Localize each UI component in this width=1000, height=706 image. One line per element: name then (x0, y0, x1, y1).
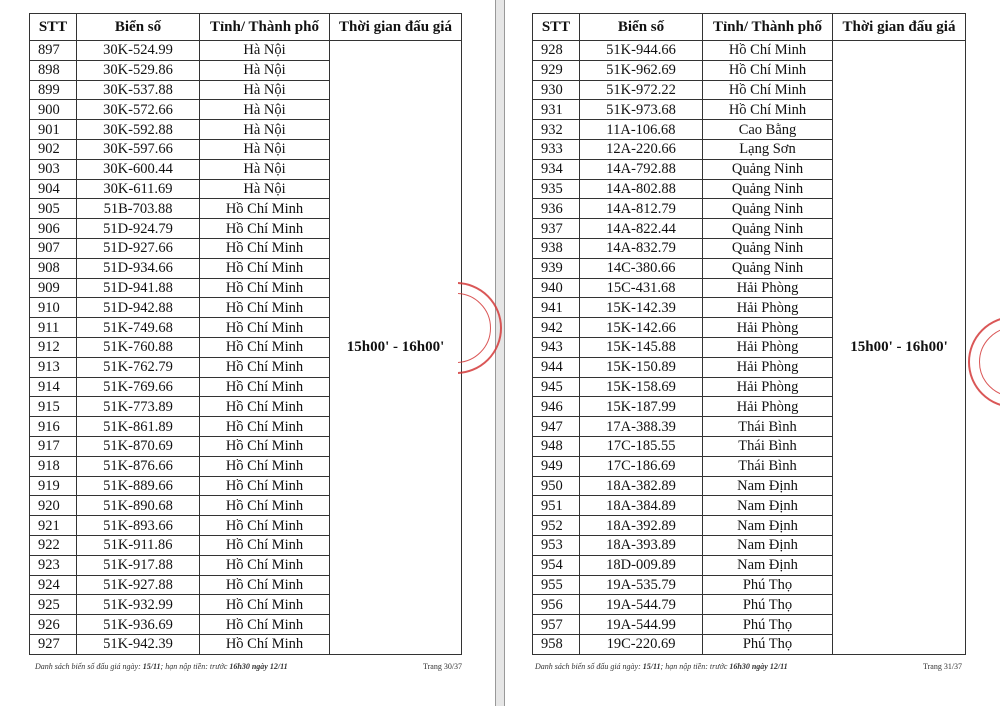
cell-province: Hồ Chí Minh (200, 238, 330, 258)
cell-plate-number: 30K-537.88 (77, 80, 200, 100)
cell-plate-number: 11A-106.68 (580, 120, 703, 140)
cell-plate-number: 17C-185.55 (580, 436, 703, 456)
red-seal-stamp (960, 312, 1000, 412)
cell-plate-number: 15K-142.66 (580, 318, 703, 338)
license-plate-table (532, 13, 966, 655)
cell-plate-number: 51K-936.69 (77, 615, 200, 635)
table-row (533, 41, 966, 61)
document-page-right (504, 0, 1000, 706)
cell-stt: 951 (533, 496, 580, 516)
cell-plate-number: 51K-760.88 (77, 337, 200, 357)
cell-stt: 940 (533, 278, 580, 298)
cell-plate-number: 30K-592.88 (77, 120, 200, 140)
cell-stt: 928 (533, 41, 580, 61)
cell-stt: 917 (30, 436, 77, 456)
header-province: Tỉnh/ Thành phố (200, 14, 330, 41)
cell-province: Lạng Sơn (703, 139, 833, 159)
cell-stt: 927 (30, 634, 77, 654)
header-auction-time: Thời gian đấu giá (330, 14, 462, 41)
page-footer-note: Danh sách biển số đấu giá ngày: 15/11; hạn nộp tiền: trước 16h30 ngày 12/11 (535, 662, 788, 671)
cell-stt: 947 (533, 417, 580, 437)
header-stt: STT (533, 14, 580, 41)
cell-stt: 906 (30, 219, 77, 239)
cell-province: Hải Phòng (703, 397, 833, 417)
cell-plate-number: 15K-145.88 (580, 337, 703, 357)
cell-stt: 925 (30, 595, 77, 615)
cell-province: Hà Nội (200, 159, 330, 179)
cell-stt: 899 (30, 80, 77, 100)
cell-province: Nam Định (703, 555, 833, 575)
cell-province: Hồ Chí Minh (200, 516, 330, 536)
cell-plate-number: 17A-388.39 (580, 417, 703, 437)
cell-plate-number: 15K-158.69 (580, 377, 703, 397)
cell-plate-number: 30K-597.66 (77, 139, 200, 159)
cell-stt: 911 (30, 318, 77, 338)
cell-plate-number: 18D-009.89 (580, 555, 703, 575)
cell-province: Hồ Chí Minh (200, 575, 330, 595)
cell-plate-number: 15K-142.39 (580, 298, 703, 318)
cell-province: Thái Bình (703, 417, 833, 437)
cell-stt: 944 (533, 357, 580, 377)
cell-stt: 958 (533, 634, 580, 654)
page-number: Trang 31/37 (923, 662, 963, 671)
cell-province: Hồ Chí Minh (200, 298, 330, 318)
cell-province: Hồ Chí Minh (200, 496, 330, 516)
cell-stt: 937 (533, 219, 580, 239)
cell-plate-number: 51K-942.39 (77, 634, 200, 654)
cell-plate-number: 51K-911.86 (77, 535, 200, 555)
header-stt: STT (30, 14, 77, 41)
cell-province: Hà Nội (200, 139, 330, 159)
cell-stt: 955 (533, 575, 580, 595)
cell-plate-number: 51B-703.88 (77, 199, 200, 219)
cell-plate-number: 19A-544.99 (580, 615, 703, 635)
cell-stt: 938 (533, 238, 580, 258)
cell-plate-number: 17C-186.69 (580, 456, 703, 476)
cell-province: Hồ Chí Minh (200, 476, 330, 496)
cell-plate-number: 15C-431.68 (580, 278, 703, 298)
cell-plate-number: 14A-822.44 (580, 219, 703, 239)
cell-province: Hồ Chí Minh (703, 80, 833, 100)
cell-plate-number: 51K-762.79 (77, 357, 200, 377)
cell-province: Hồ Chí Minh (200, 436, 330, 456)
page-footer-note: Danh sách biển số đấu giá ngày: 15/11; hạn nộp tiền: trước 16h30 ngày 12/11 (35, 662, 288, 671)
header-auction-time: Thời gian đấu giá (833, 14, 966, 41)
table-row (30, 41, 462, 61)
table-header-row (533, 14, 966, 41)
header-province: Tỉnh/ Thành phố (703, 14, 833, 41)
cell-stt: 901 (30, 120, 77, 140)
cell-stt: 908 (30, 258, 77, 278)
cell-province: Hải Phòng (703, 298, 833, 318)
document-page-left (0, 0, 496, 706)
cell-plate-number: 51K-944.66 (580, 41, 703, 61)
cell-stt: 953 (533, 535, 580, 555)
cell-stt: 918 (30, 456, 77, 476)
cell-stt: 933 (533, 139, 580, 159)
cell-plate-number: 51K-927.88 (77, 575, 200, 595)
cell-province: Hải Phòng (703, 357, 833, 377)
cell-plate-number: 19A-535.79 (580, 575, 703, 595)
cell-province: Hải Phòng (703, 337, 833, 357)
cell-stt: 919 (30, 476, 77, 496)
cell-plate-number: 14A-792.88 (580, 159, 703, 179)
cell-stt: 898 (30, 60, 77, 80)
cell-plate-number: 14A-802.88 (580, 179, 703, 199)
cell-province: Nam Định (703, 496, 833, 516)
cell-province: Hà Nội (200, 41, 330, 61)
cell-plate-number: 15K-187.99 (580, 397, 703, 417)
cell-plate-number: 30K-529.86 (77, 60, 200, 80)
cell-province: Hồ Chí Minh (200, 634, 330, 654)
cell-stt: 934 (533, 159, 580, 179)
cell-stt: 907 (30, 238, 77, 258)
cell-plate-number: 51K-973.68 (580, 100, 703, 120)
cell-province: Hải Phòng (703, 377, 833, 397)
cell-plate-number: 51K-962.69 (580, 60, 703, 80)
cell-province: Hồ Chí Minh (200, 318, 330, 338)
cell-stt: 936 (533, 199, 580, 219)
cell-stt: 910 (30, 298, 77, 318)
cell-stt: 957 (533, 615, 580, 635)
cell-stt: 942 (533, 318, 580, 338)
page-number: Trang 30/37 (423, 662, 463, 671)
cell-stt: 916 (30, 417, 77, 437)
cell-plate-number: 19A-544.79 (580, 595, 703, 615)
cell-plate-number: 51D-924.79 (77, 219, 200, 239)
cell-province: Hồ Chí Minh (200, 337, 330, 357)
cell-province: Quảng Ninh (703, 258, 833, 278)
cell-plate-number: 51K-870.69 (77, 436, 200, 456)
cell-stt: 897 (30, 41, 77, 61)
cell-province: Quảng Ninh (703, 159, 833, 179)
cell-plate-number: 18A-384.89 (580, 496, 703, 516)
cell-plate-number: 51K-876.66 (77, 456, 200, 476)
cell-auction-time: 15h00' - 16h00' (330, 41, 462, 655)
cell-province: Hồ Chí Minh (200, 456, 330, 476)
red-seal-stamp (458, 278, 502, 378)
cell-stt: 920 (30, 496, 77, 516)
cell-province: Nam Định (703, 476, 833, 496)
cell-plate-number: 30K-572.66 (77, 100, 200, 120)
cell-province: Phú Thọ (703, 634, 833, 654)
cell-plate-number: 18A-392.89 (580, 516, 703, 536)
cell-plate-number: 51K-972.22 (580, 80, 703, 100)
cell-stt: 909 (30, 278, 77, 298)
cell-province: Hải Phòng (703, 278, 833, 298)
cell-province: Phú Thọ (703, 575, 833, 595)
cell-stt: 914 (30, 377, 77, 397)
cell-plate-number: 51K-861.89 (77, 417, 200, 437)
cell-province: Nam Định (703, 516, 833, 536)
cell-stt: 912 (30, 337, 77, 357)
cell-plate-number: 14A-812.79 (580, 199, 703, 219)
cell-stt: 943 (533, 337, 580, 357)
cell-stt: 939 (533, 258, 580, 278)
cell-stt: 913 (30, 357, 77, 377)
cell-province: Hà Nội (200, 100, 330, 120)
cell-province: Hồ Chí Minh (200, 357, 330, 377)
cell-province: Hồ Chí Minh (200, 278, 330, 298)
cell-province: Hồ Chí Minh (200, 219, 330, 239)
cell-province: Quảng Ninh (703, 199, 833, 219)
cell-stt: 952 (533, 516, 580, 536)
cell-stt: 924 (30, 575, 77, 595)
cell-plate-number: 51D-927.66 (77, 238, 200, 258)
cell-plate-number: 30K-611.69 (77, 179, 200, 199)
cell-stt: 935 (533, 179, 580, 199)
cell-province: Hồ Chí Minh (200, 397, 330, 417)
cell-province: Hồ Chí Minh (200, 555, 330, 575)
cell-stt: 921 (30, 516, 77, 536)
cell-stt: 923 (30, 555, 77, 575)
cell-plate-number: 18A-393.89 (580, 535, 703, 555)
cell-plate-number: 14A-832.79 (580, 238, 703, 258)
cell-province: Hồ Chí Minh (200, 377, 330, 397)
cell-plate-number: 12A-220.66 (580, 139, 703, 159)
cell-plate-number: 51K-893.66 (77, 516, 200, 536)
cell-auction-time: 15h00' - 16h00' (833, 41, 966, 655)
cell-stt: 922 (30, 535, 77, 555)
cell-province: Hà Nội (200, 120, 330, 140)
header-plate-number: Biển số (77, 14, 200, 41)
cell-province: Nam Định (703, 535, 833, 555)
cell-stt: 915 (30, 397, 77, 417)
cell-province: Thái Bình (703, 456, 833, 476)
cell-stt: 931 (533, 100, 580, 120)
cell-province: Hồ Chí Minh (200, 258, 330, 278)
cell-province: Quảng Ninh (703, 219, 833, 239)
license-plate-table (29, 13, 462, 655)
cell-plate-number: 51K-889.66 (77, 476, 200, 496)
cell-province: Quảng Ninh (703, 238, 833, 258)
cell-province: Quảng Ninh (703, 179, 833, 199)
cell-province: Hà Nội (200, 60, 330, 80)
cell-province: Hồ Chí Minh (703, 60, 833, 80)
cell-plate-number: 14C-380.66 (580, 258, 703, 278)
cell-plate-number: 51K-769.66 (77, 377, 200, 397)
cell-province: Hồ Chí Minh (703, 100, 833, 120)
cell-stt: 902 (30, 139, 77, 159)
cell-stt: 904 (30, 179, 77, 199)
cell-stt: 941 (533, 298, 580, 318)
header-plate-number: Biển số (580, 14, 703, 41)
cell-plate-number: 51D-934.66 (77, 258, 200, 278)
cell-plate-number: 51D-941.88 (77, 278, 200, 298)
cell-plate-number: 51K-890.68 (77, 496, 200, 516)
cell-plate-number: 30K-600.44 (77, 159, 200, 179)
cell-province: Hà Nội (200, 179, 330, 199)
cell-province: Hồ Chí Minh (200, 417, 330, 437)
cell-stt: 905 (30, 199, 77, 219)
cell-province: Hồ Chí Minh (200, 199, 330, 219)
cell-province: Hà Nội (200, 80, 330, 100)
cell-stt: 903 (30, 159, 77, 179)
cell-province: Cao Bằng (703, 120, 833, 140)
cell-plate-number: 15K-150.89 (580, 357, 703, 377)
cell-province: Hồ Chí Minh (703, 41, 833, 61)
cell-stt: 948 (533, 436, 580, 456)
cell-province: Phú Thọ (703, 595, 833, 615)
cell-plate-number: 30K-524.99 (77, 41, 200, 61)
cell-plate-number: 51K-932.99 (77, 595, 200, 615)
cell-stt: 930 (533, 80, 580, 100)
cell-stt: 954 (533, 555, 580, 575)
cell-plate-number: 19C-220.69 (580, 634, 703, 654)
table-header-row (30, 14, 462, 41)
cell-stt: 932 (533, 120, 580, 140)
cell-stt: 900 (30, 100, 77, 120)
cell-plate-number: 51D-942.88 (77, 298, 200, 318)
cell-stt: 950 (533, 476, 580, 496)
cell-stt: 956 (533, 595, 580, 615)
cell-province: Hồ Chí Minh (200, 535, 330, 555)
cell-plate-number: 51K-773.89 (77, 397, 200, 417)
cell-stt: 926 (30, 615, 77, 635)
cell-plate-number: 51K-917.88 (77, 555, 200, 575)
cell-stt: 929 (533, 60, 580, 80)
cell-stt: 946 (533, 397, 580, 417)
cell-province: Phú Thọ (703, 615, 833, 635)
cell-province: Hồ Chí Minh (200, 595, 330, 615)
cell-stt: 949 (533, 456, 580, 476)
cell-province: Thái Bình (703, 436, 833, 456)
cell-plate-number: 51K-749.68 (77, 318, 200, 338)
cell-province: Hồ Chí Minh (200, 615, 330, 635)
cell-province: Hải Phòng (703, 318, 833, 338)
cell-plate-number: 18A-382.89 (580, 476, 703, 496)
cell-stt: 945 (533, 377, 580, 397)
